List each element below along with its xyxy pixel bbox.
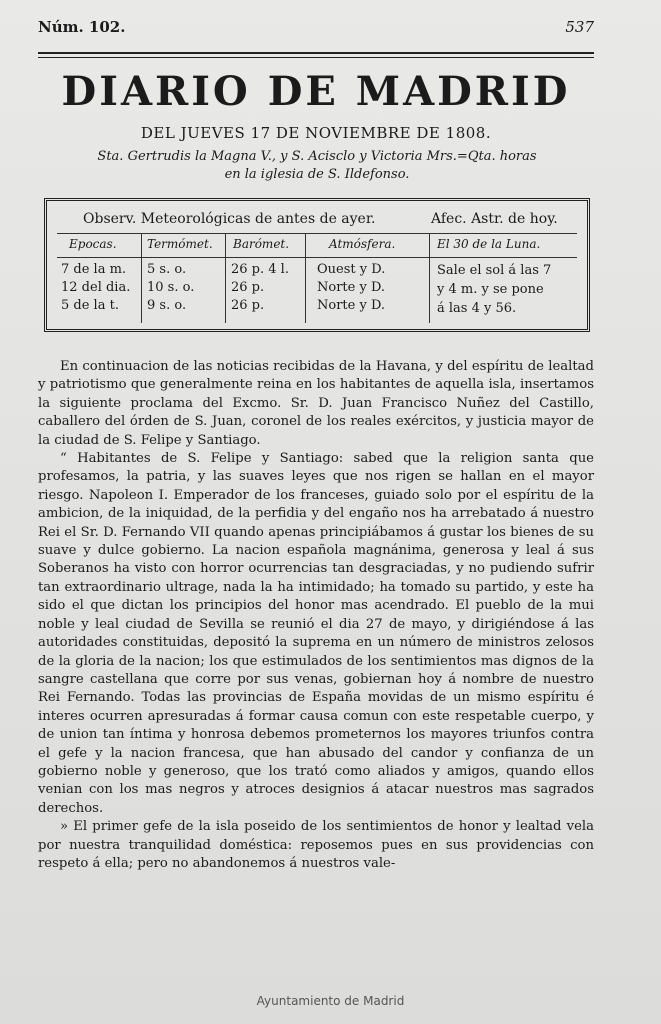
weather-heading-right: Afec. Astr. de hoy. (431, 211, 558, 227)
newspaper-title: DIARIO DE MADRID (61, 68, 571, 115)
saints-of-the-day (40, 148, 594, 184)
weather-header-rule (57, 233, 577, 234)
weather-divider (225, 233, 226, 323)
col-atmosfera: Atmósfera. (329, 237, 396, 251)
row3-epoca: 5 de la t. (61, 298, 119, 313)
col-luna: El 30 de la Luna. (437, 237, 541, 251)
row3-termometro: 9 s. o. (147, 298, 187, 313)
weather-divider (305, 233, 306, 323)
row2-epoca: 12 del dia. (61, 280, 131, 295)
weather-heading-left: Observ. Meteorológicas de antes de ayer. (83, 211, 376, 227)
col-termometro: Termómet. (147, 237, 213, 251)
row3-barometro: 26 p. (231, 298, 265, 313)
col-barometro: Barómet. (233, 237, 290, 251)
row2-barometro: 26 p. (231, 280, 265, 295)
weather-column-rule (57, 257, 577, 258)
row1-atmosfera: Ouest y D. (317, 262, 386, 277)
row2-atmosfera: Norte y D. (317, 280, 386, 295)
weather-divider (141, 233, 142, 323)
paragraph-proclamation: “ Habitantes de S. Felipe y Santiago: sabed que la religion santa que profesamos, la patria, y las suaves leyes que nos rigen se hallan en el mayor riesgo. Napoleon I. Emperador de los franceses, guiado solo por el espíritu de la ambicion, de la iniquidad, de la perfidia y del engaño nos ha arrebatado á nuestro Rei el Sr. D. Fernando VII quando apenas principiábamos á gustar los bienes de su suave y dulce gobierno. La nacion española magnánima, generosa y leal á sus Soberanos ha visto con horror ocurrencias tan desgraciadas, y no pudiendo sufrir tan extraordinario ultrage, nada la ha intimidado; ha tomado su partido, y este ha sido el que dictan los principios del honor mas acendrado. El pueblo de la mui noble y leal ciudad de Sevilla se reunió el dia 27 de mayo, y dirigiéndose á las autoridades constituidas, depositó la suprema en un número de ministros zelosos de la gloria de la nacion; los que estimulados de los sentimientos mas dignos de la sangre castellana que corre por sus venas, gobiernan hoy á nombre de nuestro Rei Fernando. Todas las provincias de España movidas de un mismo espíritu é interes ocurren apresuradas á formar causa comun con este respetable cuerpo, y de union tan íntima y honrosa debemos prometernos los mayores triunfos contra el gefe y la nacion francesa, que han abusado del candor y confianza de un gobierno noble y generoso, que los trató como aliados y amigos, quando ellos venian con los mas negros y atroces designios á atacar nuestros mas sagrados derechos. (38, 451, 594, 816)
luna-line-1: Sale el sol á las 7 (437, 263, 552, 278)
page-number: 537 (565, 18, 594, 36)
paragraph-intro: En continuacion de las noticias recibidas de la Havana, y del espíritu de lealtad y patriotismo que generalmente reina en los habitantes de aquella isla, insertamos la siguiente proclama del Excmo. Sr. D. Juan Francisco Nuñez del Castillo, caballero del órden de S. Juan, coronel de los reales exércitos, y justicia mayor de la ciudad de S. Felipe y Santiago. (38, 359, 594, 448)
row3-atmosfera: Norte y D. (317, 298, 386, 313)
issue-number: Núm. 102. (38, 18, 126, 36)
top-rule-thin (38, 57, 594, 58)
col-epocas: Epocas. (69, 237, 117, 251)
saints-line-1: Sta. Gertrudis la Magna V., y S. Acisclo y Victoria Mrs.=Qta. horas (97, 149, 537, 164)
paragraph-continuation: » El primer gefe de la isla poseido de los sentimientos de honor y lealtad vela por nuestra tranquilidad doméstica: reposemos pues en sus providencias con respeto á ella; pero no abandonemos á nuestros vale- (38, 819, 594, 871)
astronomy-note (437, 261, 577, 318)
row1-barometro: 26 p. 4 l. (231, 262, 289, 277)
weather-divider (429, 233, 430, 323)
top-rule (38, 52, 594, 54)
article-body (38, 358, 594, 873)
row1-epoca: 7 de la m. (61, 262, 127, 277)
saints-line-2: en la iglesia de S. Ildefonso. (224, 167, 410, 182)
weather-table (44, 198, 590, 332)
masthead-top-row (38, 18, 594, 38)
dateline: DEL JUEVES 17 DE NOVIEMBRE DE 1808. (140, 124, 492, 142)
luna-line-2: y 4 m. y se pone (437, 282, 544, 297)
archive-credit: Ayuntamiento de Madrid (256, 994, 405, 1008)
row2-termometro: 10 s. o. (147, 280, 195, 295)
row1-termometro: 5 s. o. (147, 262, 187, 277)
luna-line-3: á las 4 y 56. (437, 301, 517, 316)
